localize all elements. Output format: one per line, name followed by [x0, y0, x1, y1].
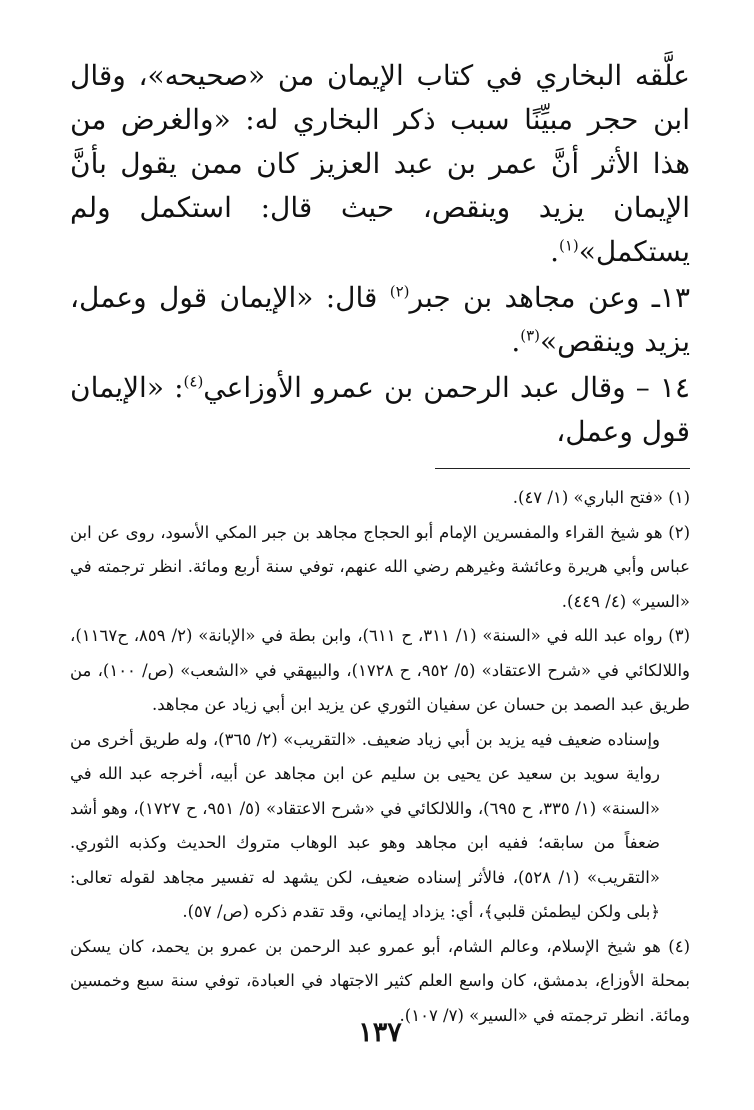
paragraph-text: : «الإيمان قول وعمل،: [70, 371, 690, 448]
main-text: [70, 54, 690, 454]
footnote-4: (٤) هو شيخ الإسلام، وعالم الشام، أبو عمرو عبد الرحمن بن عمرو بن يحمد، كان يسكن بمحلة الأوزاع، بدمشق، كان واسع العلم كثير الاجتهاد في العبادة، توفي سنة سبع وخمسين ومائة. انظر ترجمته في «السير» (٧/ ١٠٧).: [70, 936, 690, 1025]
footnote-ref-1[interactable]: (١): [559, 236, 579, 255]
footnote-ref-3[interactable]: (٣): [520, 326, 540, 345]
page-number: ١٣٧: [358, 1017, 402, 1048]
paragraph-text: قال: «الإيمان قول وعمل، يزيد وينقص»: [70, 281, 690, 358]
footnote-2: (٢) هو شيخ القراء والمفسرين الإمام أبو الحجاج مجاهد بن جبر المكي الأسود، روى عن ابن عباس وأبي هريرة وعائشة وغيرهم رضي الله عنهم، توفي سنة أربع ومائة. انظر ترجمته في «السير» (٤/ ٤٤٩).: [70, 522, 690, 611]
paragraph-text: ١٣ـ وعن مجاهد بن جبر: [409, 281, 690, 314]
footnote-1: (١) «فتح الباري» (١/ ٤٧).: [512, 488, 690, 507]
book-page: [70, 52, 690, 1072]
footnote-ref-2[interactable]: (٢): [389, 282, 410, 301]
paragraph-text: ١٤ – وقال عبد الرحمن بن عمرو الأوزاعي: [203, 371, 690, 404]
footnote-ref-4[interactable]: (٤): [183, 372, 204, 391]
footnote-3-continuation: وإسناده ضعيف فيه يزيد بن أبي زياد ضعيف. «التقريب» (٢/ ٣٦٥)، وله طريق أخرى من رواية سويد بن سعيد عن يحيى بن سليم عن ابن مجاهد عن أبيه، أخرجه عبد الله في «السنة» (١/ ٣٣٥، ح ٦٩٥)، واللالكائي في «شرح الاعتقاد» (٥/ ٩٥١، ح ١٧٢٧)، وهو أشد ضعفاً من سابقه؛ ففيه ابن مجاهد وهو عبد الوهاب متروك الحديث وكذبه الثوري. «التقريب» (١/ ٥٢٨)، فالأثر إسناده ضعيف، لكن يشهد له تفسير مجاهد لقوله تعالى: ﴿بلى ولكن ليطمئن قلبي﴾، أي: يزداد إيماني، وقد تقدم ذكره (ص/ ٥٧).: [70, 729, 661, 921]
footnote-separator: [435, 468, 690, 469]
paragraph-awzai: [70, 366, 690, 454]
footnote-3: (٣) رواه عبد الله في «السنة» (١/ ٣١١، ح ٦١١)، وابن بطة في «الإبانة» (٢/ ٨٥٩، ح١١٦٧)، واللالكائي في «شرح الاعتقاد» (٥/ ٩٥٢، ح ١٧٢٨)، والبيهقي في «الشعب» (ص/ ١٠٠)، من طريق عبد الصمد بن حسان عن سفيان الثوري عن يزيد ابن أبي زياد عن مجاهد.: [70, 626, 690, 714]
footnotes: [70, 481, 690, 1033]
paragraph-text: علَّقه البخاري في كتاب الإيمان من «صحيحه»، وقال ابن حجر مبيِّنًا سبب ذكر البخاري له: «والغرض من هذا الأثر أنَّ عمر بن عبد العزيز كان ممن يقول بأنَّ الإيمان يزيد وينقص، حيث قال: استكمل ولم يستكمل»: [70, 59, 691, 268]
paragraph-mujahid: ١٣ـ وعن مجاهد بن جبر$^{(٢)}$ قال: «الإيمان قول وعمل، يزيد وينقص»$^{(٣)}$.: [70, 281, 690, 358]
paragraph-bukhari-commentary: علَّقه البخاري في كتاب الإيمان من «صحيحه»، وقال ابن حجر مبيِّنًا سبب ذكر البخاري له: «والغرض من هذا الأثر أنَّ عمر بن عبد العزيز كان ممن يقول بأنَّ الإيمان يزيد وينقص، حيث قال: استكمل ولم يستكمل»$^{(١)}$.: [70, 59, 691, 268]
